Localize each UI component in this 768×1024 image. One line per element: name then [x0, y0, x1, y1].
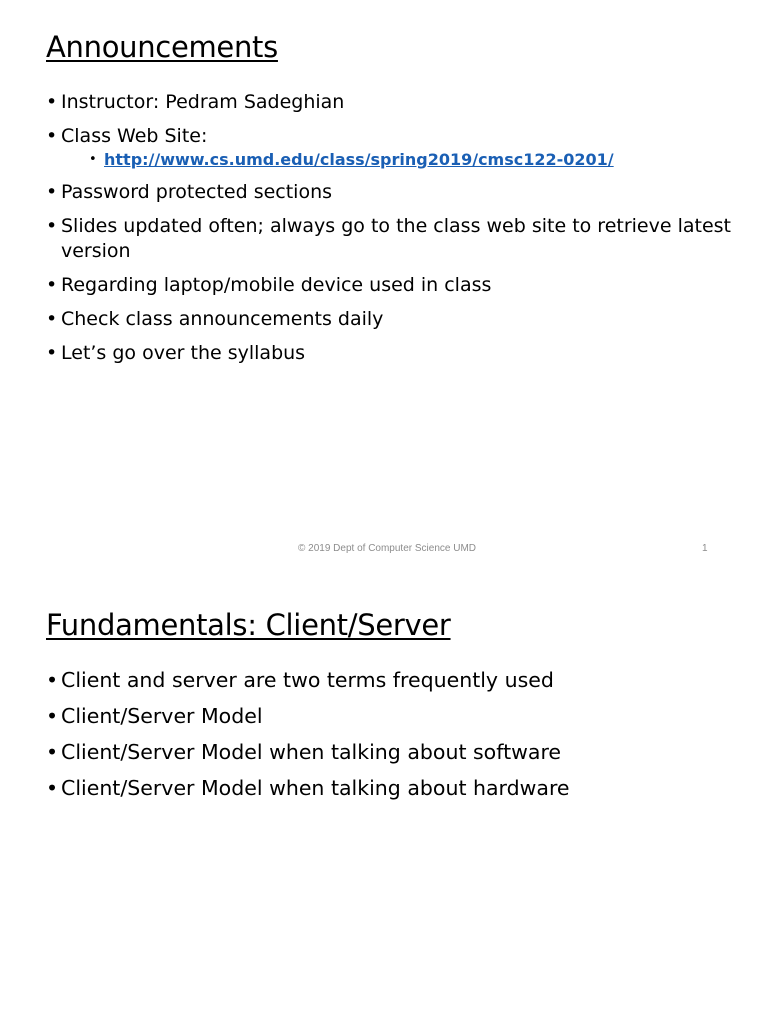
bullet-list	[46, 667, 736, 811]
bullet-item: • Client/Server Model when talking about hardware	[46, 775, 736, 801]
bullet-item: • Client and server are two terms frequently used	[46, 667, 736, 693]
bullet-item-laptop: • Regarding laptop/mobile device used in class	[46, 273, 736, 298]
slide-title: Announcements	[46, 30, 278, 64]
bullet-item-instructor: • Instructor: Pedram Sadeghian	[46, 90, 736, 115]
bullet-item: • Client/Server Model when talking about software	[46, 739, 736, 765]
bullet-list	[46, 90, 736, 375]
footer-page-number: 1	[702, 543, 708, 554]
footer-copyright: © 2019 Dept of Computer Science UMD	[298, 543, 477, 554]
bullet-item: • Client/Server Model	[46, 703, 736, 729]
slide-client-server	[0, 580, 768, 1024]
bullet-text: Class Web Site:	[61, 125, 208, 147]
bullet-item-password: • Password protected sections	[46, 180, 736, 205]
class-web-site-link[interactable]: http://www.cs.umd.edu/class/spring2019/cmsc122-0201/	[104, 150, 614, 169]
bullet-item-syllabus: • Let’s go over the syllabus	[46, 341, 736, 366]
sub-bullet-item	[61, 149, 736, 171]
bullet-item-class-web-site	[46, 124, 736, 171]
bullet-item-announcements: • Check class announcements daily	[46, 307, 736, 332]
bullet-item-slides-updated: • Slides updated often; always go to the class web site to retrieve latest version	[46, 214, 736, 264]
slide-title: Fundamentals: Client/Server	[46, 608, 451, 642]
sub-bullet-list	[61, 149, 736, 171]
